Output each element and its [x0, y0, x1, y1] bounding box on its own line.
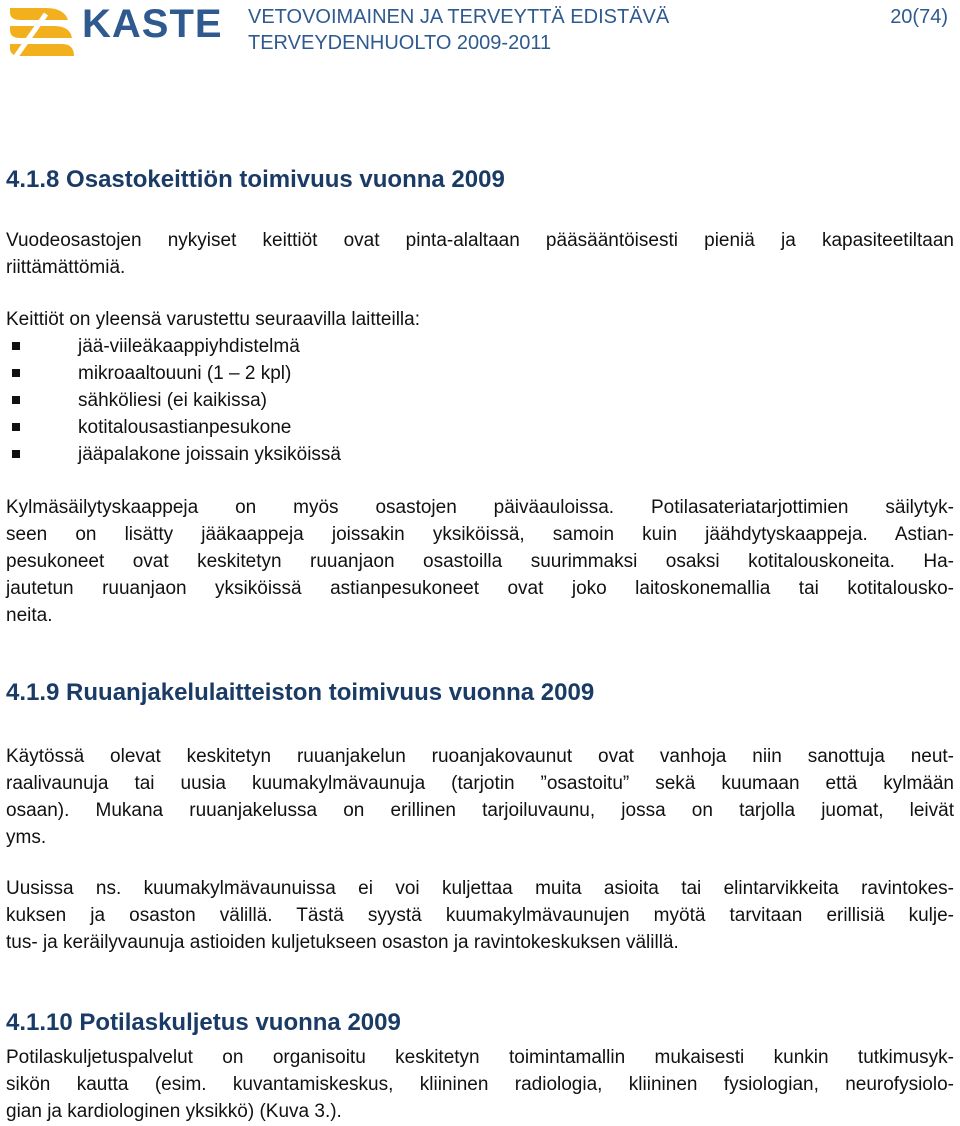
text-line: seen on lisätty jääkaappeja joissakin yksiköissä, samoin kuin jäähdytyskaappeja. Astian-: [6, 524, 954, 545]
section-heading-4-1-9: 4.1.9 Ruuanjakelulaitteiston toimivuus vuonna 2009: [6, 679, 595, 706]
bullet-icon: [12, 342, 20, 350]
text-line: Potilaskuljetuspalvelut on organisoitu keskitetyn toimintamallin mukaisesti kunkin tutkimusyk-: [6, 1047, 954, 1068]
logo-text: KASTE: [82, 2, 223, 46]
paragraph-cold-storage: [6, 494, 954, 629]
text-line: raalivaunuja tai uusia kuumakylmävaunuja (tarjotin ”osastoitu” sekä kuumaan että kylmään: [6, 773, 954, 794]
text-line: tus- ja keräilyvaunuja astioiden kuljetukseen osaston ja ravintokeskuksen välillä.: [6, 932, 679, 953]
bullet-icon: [12, 450, 20, 458]
paragraph-kitchens-intro: [6, 227, 954, 281]
kaste-logo-emblem: [6, 2, 78, 64]
paragraph-hot-cold-carts: [6, 875, 954, 956]
list-item: jääpalakone joissain yksiköissä: [6, 441, 341, 468]
text-line: riittämättömiä.: [6, 257, 126, 278]
document-header-title: [248, 4, 669, 56]
list-item: jää-viileäkaappiyhdistelmä: [6, 333, 341, 360]
text-line: neita.: [6, 605, 53, 626]
list-item: kotitalousastianpesukone: [6, 414, 341, 441]
paragraph-food-carts: [6, 743, 954, 851]
text-line: yms.: [6, 827, 47, 848]
bullet-icon: [12, 423, 20, 431]
text-line: sikön kautta (esim. kuvantamiskeskus, kliininen radiologia, kliininen fysiologian, neurofysiolo-: [6, 1074, 954, 1095]
list-item: mikroaaltouuni (1 – 2 kpl): [6, 360, 341, 387]
bullet-icon: [12, 369, 20, 377]
equipment-list: [6, 333, 341, 468]
text-line: osaan). Mukana ruuanjakelussa on erillinen tarjoiluvaunu, jossa on tarjolla juomat, leivät: [6, 800, 954, 821]
section-heading-4-1-8: 4.1.8 Osastokeittiön toimivuus vuonna 2009: [6, 166, 505, 193]
page-number: 20(74): [890, 6, 948, 28]
list-item: sähköliesi (ei kaikissa): [6, 387, 341, 414]
header-title-line-1: VETOVOIMAINEN JA TERVEYTTÄ EDISTÄVÄ: [248, 6, 670, 28]
header-title-line-2: TERVEYDENHUOLTO 2009-2011: [248, 32, 552, 54]
text-line: jautetun ruuanjaon yksiköissä astianpesukoneet ovat joko laitoskonemallia tai kotitalousko-: [6, 578, 954, 599]
text-line: Käytössä olevat keskitetyn ruuanjakelun ruoanjakovaunut ovat vanhoja niin sanottuja neut-: [6, 746, 954, 767]
section-heading-4-1-10: 4.1.10 Potilaskuljetus vuonna 2009: [6, 1009, 401, 1036]
text-line: kuksen ja osaston välillä. Tästä syystä kuumakylmävaunujen myötä tarvitaan erillisiä kulje-: [6, 905, 954, 926]
text-line: gian ja kardiologinen yksikkö) (Kuva 3.).: [6, 1101, 342, 1122]
kaste-logo: [6, 2, 226, 64]
list-intro: Keittiöt on yleensä varustettu seuraavilla laitteilla:: [6, 309, 421, 330]
text-line: Uusissa ns. kuumakylmävaunuissa ei voi kuljettaa muita asioita tai elintarvikkeita ravintokes-: [6, 878, 954, 899]
text-line: Kylmäsäilytyskaappeja on myös osastojen päiväauloissa. Potilasateriatarjottimien säilytyk-: [6, 497, 954, 518]
text-line: pesukoneet ovat keskitetyn ruuanjaon osastoilla suurimmaksi osaksi kotitalouskoneita. Ha-: [6, 551, 954, 572]
bullet-icon: [12, 396, 20, 404]
paragraph-patient-transport: [6, 1044, 954, 1125]
text-line: Vuodeosastojen nykyiset keittiöt ovat pinta-alaltaan pääsääntöisesti pieniä ja kapasiteetiltaan: [6, 230, 954, 251]
